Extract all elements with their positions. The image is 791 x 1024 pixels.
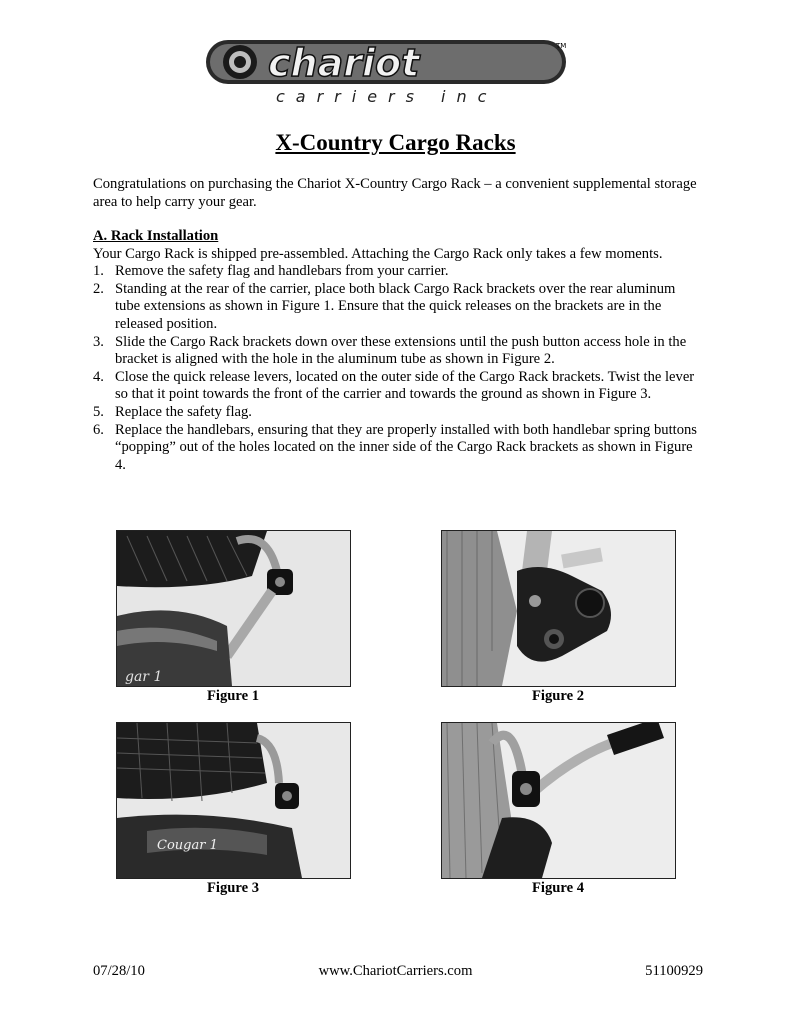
step-text: Remove the safety flag and handlebars from your carrier. bbox=[115, 263, 449, 280]
step-text: Standing at the rear of the carrier, place both black Cargo Rack brackets over the rear aluminum tube extensions as shown in Figure 1. Ensure that the quick releases on the brackets are in the released position. bbox=[115, 280, 676, 332]
section-lead: Your Cargo Rack is shipped pre-assembled. Attaching the Cargo Rack only takes a few moments. bbox=[93, 245, 663, 262]
footer-website: www.ChariotCarriers.com bbox=[318, 963, 473, 979]
step-number: 1. bbox=[93, 263, 104, 280]
figure-4-caption: Figure 4 bbox=[531, 880, 585, 896]
logo-trademark: TM bbox=[556, 42, 567, 50]
figure-2-caption: Figure 2 bbox=[531, 688, 585, 704]
figure-1-photo bbox=[116, 530, 351, 687]
step-number: 3. bbox=[93, 333, 104, 350]
step-text: Slide the Cargo Rack brackets down over these extensions until the push button access hole in the bracket is aligned with the hole in the aluminum tube as shown in Figure 2. bbox=[115, 333, 687, 368]
figure-1-caption: Figure 1 bbox=[206, 688, 260, 704]
footer-date: 07/28/10 bbox=[93, 963, 145, 979]
page-title: X-Country Cargo Racks bbox=[275, 130, 516, 155]
step-text: Replace the safety flag. bbox=[115, 403, 252, 420]
figure-1-photo-text: gar 1 bbox=[125, 669, 163, 685]
figure-4-photo bbox=[441, 722, 676, 879]
step-number: 6. bbox=[93, 421, 104, 438]
step-item bbox=[93, 369, 703, 404]
step-text: Close the quick release levers, located on the outer side of the Cargo Rack brackets. Twist the lever so that it point towards the front of the carrier and towards the ground as shown in Figure 3. bbox=[115, 368, 695, 403]
logo-subtitle: carriers inc bbox=[276, 87, 498, 106]
step-item bbox=[93, 404, 703, 422]
step-item bbox=[93, 263, 703, 281]
step-number: 5. bbox=[93, 403, 104, 420]
step-number: 4. bbox=[93, 368, 104, 385]
intro-paragraph: Congratulations on purchasing the Chariot X-Country Cargo Rack – a convenient supplemental storage area to help carry your gear. bbox=[93, 176, 697, 210]
figure-3-photo-text: Cougar 1 bbox=[157, 838, 218, 853]
section-heading: A. Rack Installation bbox=[93, 228, 219, 244]
figure-3-photo bbox=[116, 722, 351, 879]
installation-steps bbox=[93, 263, 703, 474]
step-item bbox=[93, 334, 703, 369]
section-rack-installation bbox=[93, 228, 703, 474]
step-number: 2. bbox=[93, 280, 104, 297]
step-text: Replace the handlebars, ensuring that they are properly installed with both handlebar spring buttons “popping” out of the holes located on the inner side of the Cargo Rack brackets as shown in Figure 4. bbox=[115, 421, 697, 473]
figure-2-photo bbox=[441, 530, 676, 687]
figure-3-caption: Figure 3 bbox=[206, 880, 260, 896]
step-item bbox=[93, 281, 703, 334]
logo-word: chariot bbox=[268, 41, 420, 85]
step-item bbox=[93, 422, 703, 475]
chariot-logo bbox=[206, 36, 576, 112]
footer-part-number: 51100929 bbox=[645, 963, 703, 979]
